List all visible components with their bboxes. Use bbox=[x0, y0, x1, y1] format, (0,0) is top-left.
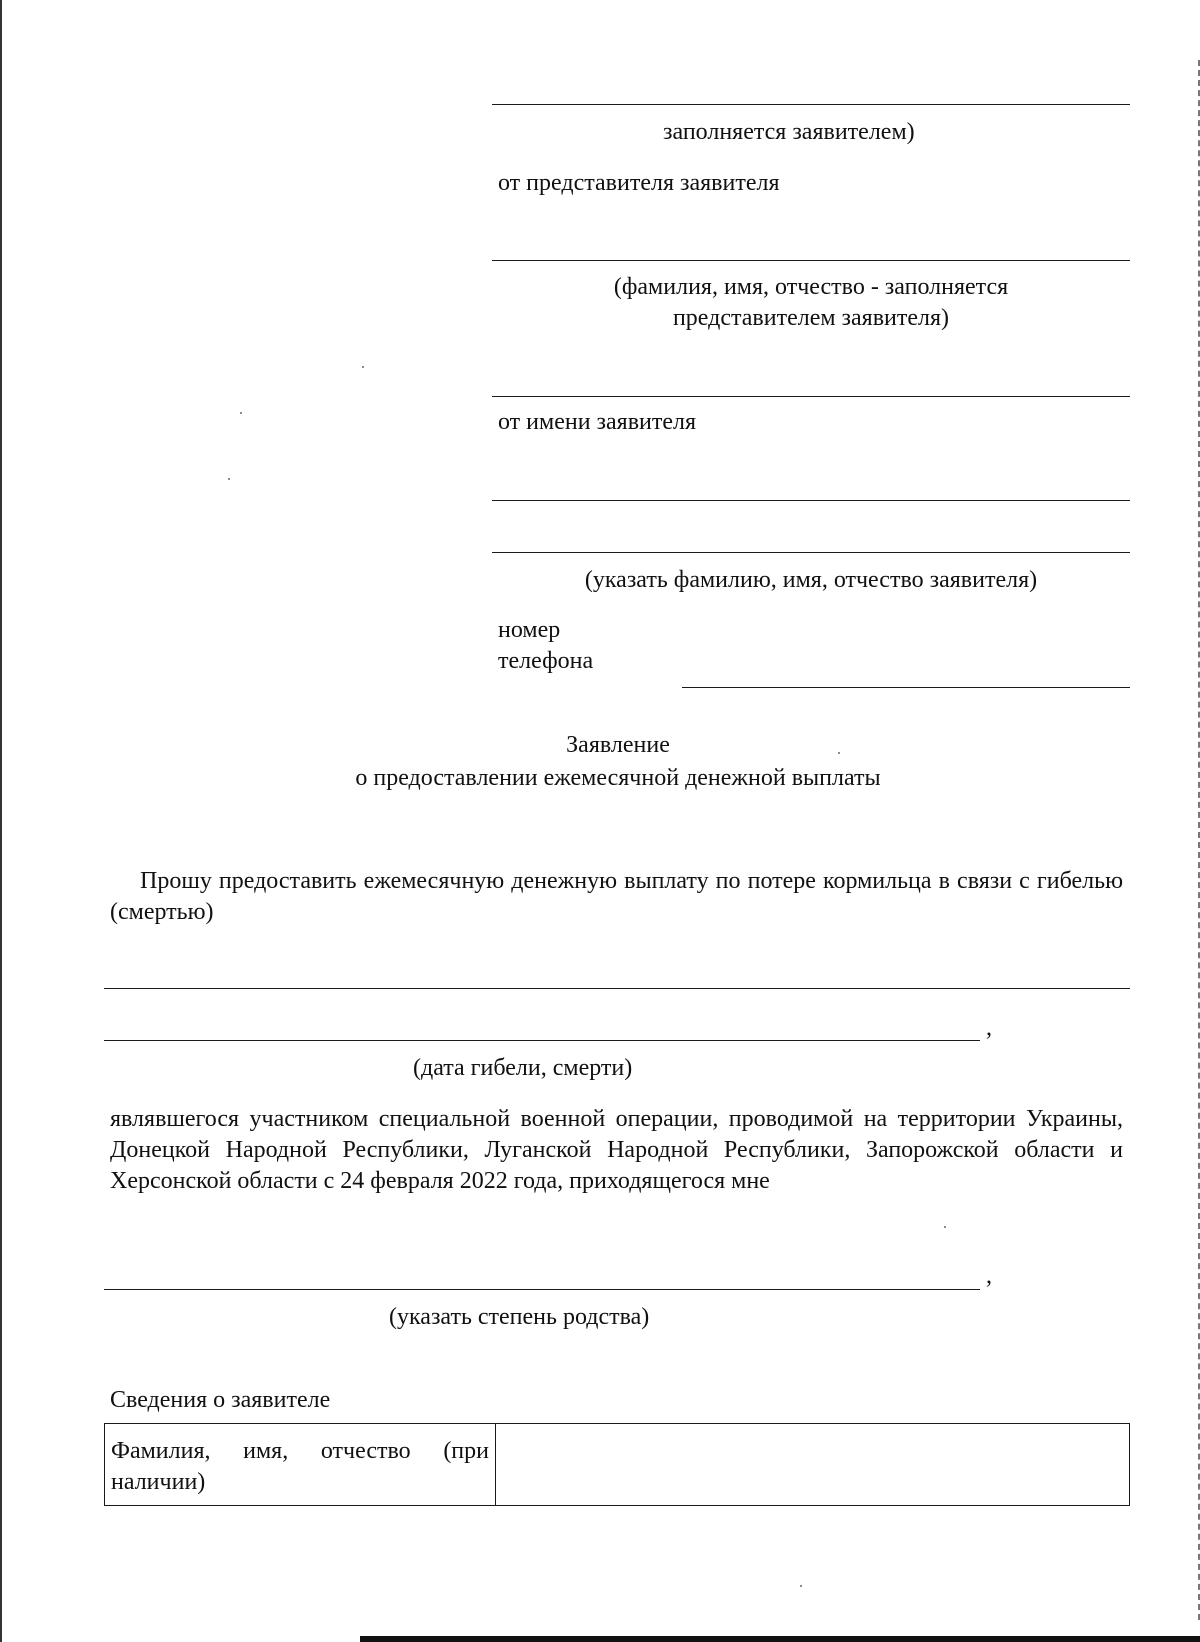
applicant-note-tail: заполняется заявителем) bbox=[663, 119, 915, 145]
death-date-note: (дата гибели, смерти) bbox=[413, 1055, 633, 1081]
scan-edge-bottom bbox=[360, 1636, 1200, 1642]
scan-speck bbox=[800, 1585, 802, 1587]
deceased-name-line-1[interactable] bbox=[104, 988, 1130, 989]
applicant-fullname-note: (указать фамилию, имя, отчество заявителя) bbox=[584, 567, 1038, 593]
on-behalf-label: от имени заявителя bbox=[498, 409, 697, 435]
table-row bbox=[105, 1424, 1130, 1506]
kinship-line[interactable] bbox=[104, 1289, 980, 1290]
phone-label-line1: номер bbox=[498, 617, 561, 643]
scan-speck bbox=[228, 478, 230, 480]
document-subtitle: о предоставлении ежемесячной денежной выплаты bbox=[355, 765, 881, 791]
document-title: Заявление bbox=[566, 732, 670, 758]
scan-speck bbox=[362, 366, 364, 368]
scan-speck bbox=[944, 1226, 946, 1228]
fullname-value-cell[interactable] bbox=[496, 1424, 1130, 1506]
kinship-note: (указать степень родства) bbox=[389, 1304, 650, 1330]
deceased-name-line-2[interactable] bbox=[104, 1040, 980, 1041]
phone-number-line[interactable] bbox=[682, 687, 1130, 688]
scan-speck bbox=[240, 412, 242, 414]
applicant-info-table bbox=[104, 1423, 1130, 1506]
participant-paragraph: являвшегося участником специальной военной операции, проводимой на территории Украины, Донецкой Народной Республики, Луганской Народной Республики, Запорожской области и Херсонской области с 24 февраля 2022 года, приходящегося мне bbox=[110, 1106, 1123, 1194]
representative-name-line[interactable] bbox=[492, 260, 1130, 261]
applicant-fullname-line-2[interactable] bbox=[492, 552, 1130, 553]
applicant-info-heading: Сведения о заявителе bbox=[110, 1387, 331, 1413]
from-representative-label: от представителя заявителя bbox=[498, 170, 780, 196]
comma-mark: , bbox=[986, 1015, 992, 1041]
request-paragraph: Прошу предоставить ежемесячную денежную выплату по потере кормильца в связи с гибелью (смертью) bbox=[110, 868, 1123, 925]
representative-note-line1: (фамилия, имя, отчество - заполняется bbox=[613, 274, 1009, 300]
representative-note-line2: представителем заявителя) bbox=[672, 305, 950, 331]
applicant-name-line[interactable] bbox=[492, 104, 1130, 105]
scan-edge-left bbox=[0, 0, 2, 1642]
phone-label-line2: телефона bbox=[498, 648, 594, 674]
comma-mark: , bbox=[986, 1263, 992, 1289]
representative-extra-line[interactable] bbox=[492, 396, 1130, 397]
applicant-fullname-line-1[interactable] bbox=[492, 500, 1130, 501]
fullname-label-cell: Фамилия, имя, отчество (при наличии) bbox=[105, 1424, 496, 1506]
